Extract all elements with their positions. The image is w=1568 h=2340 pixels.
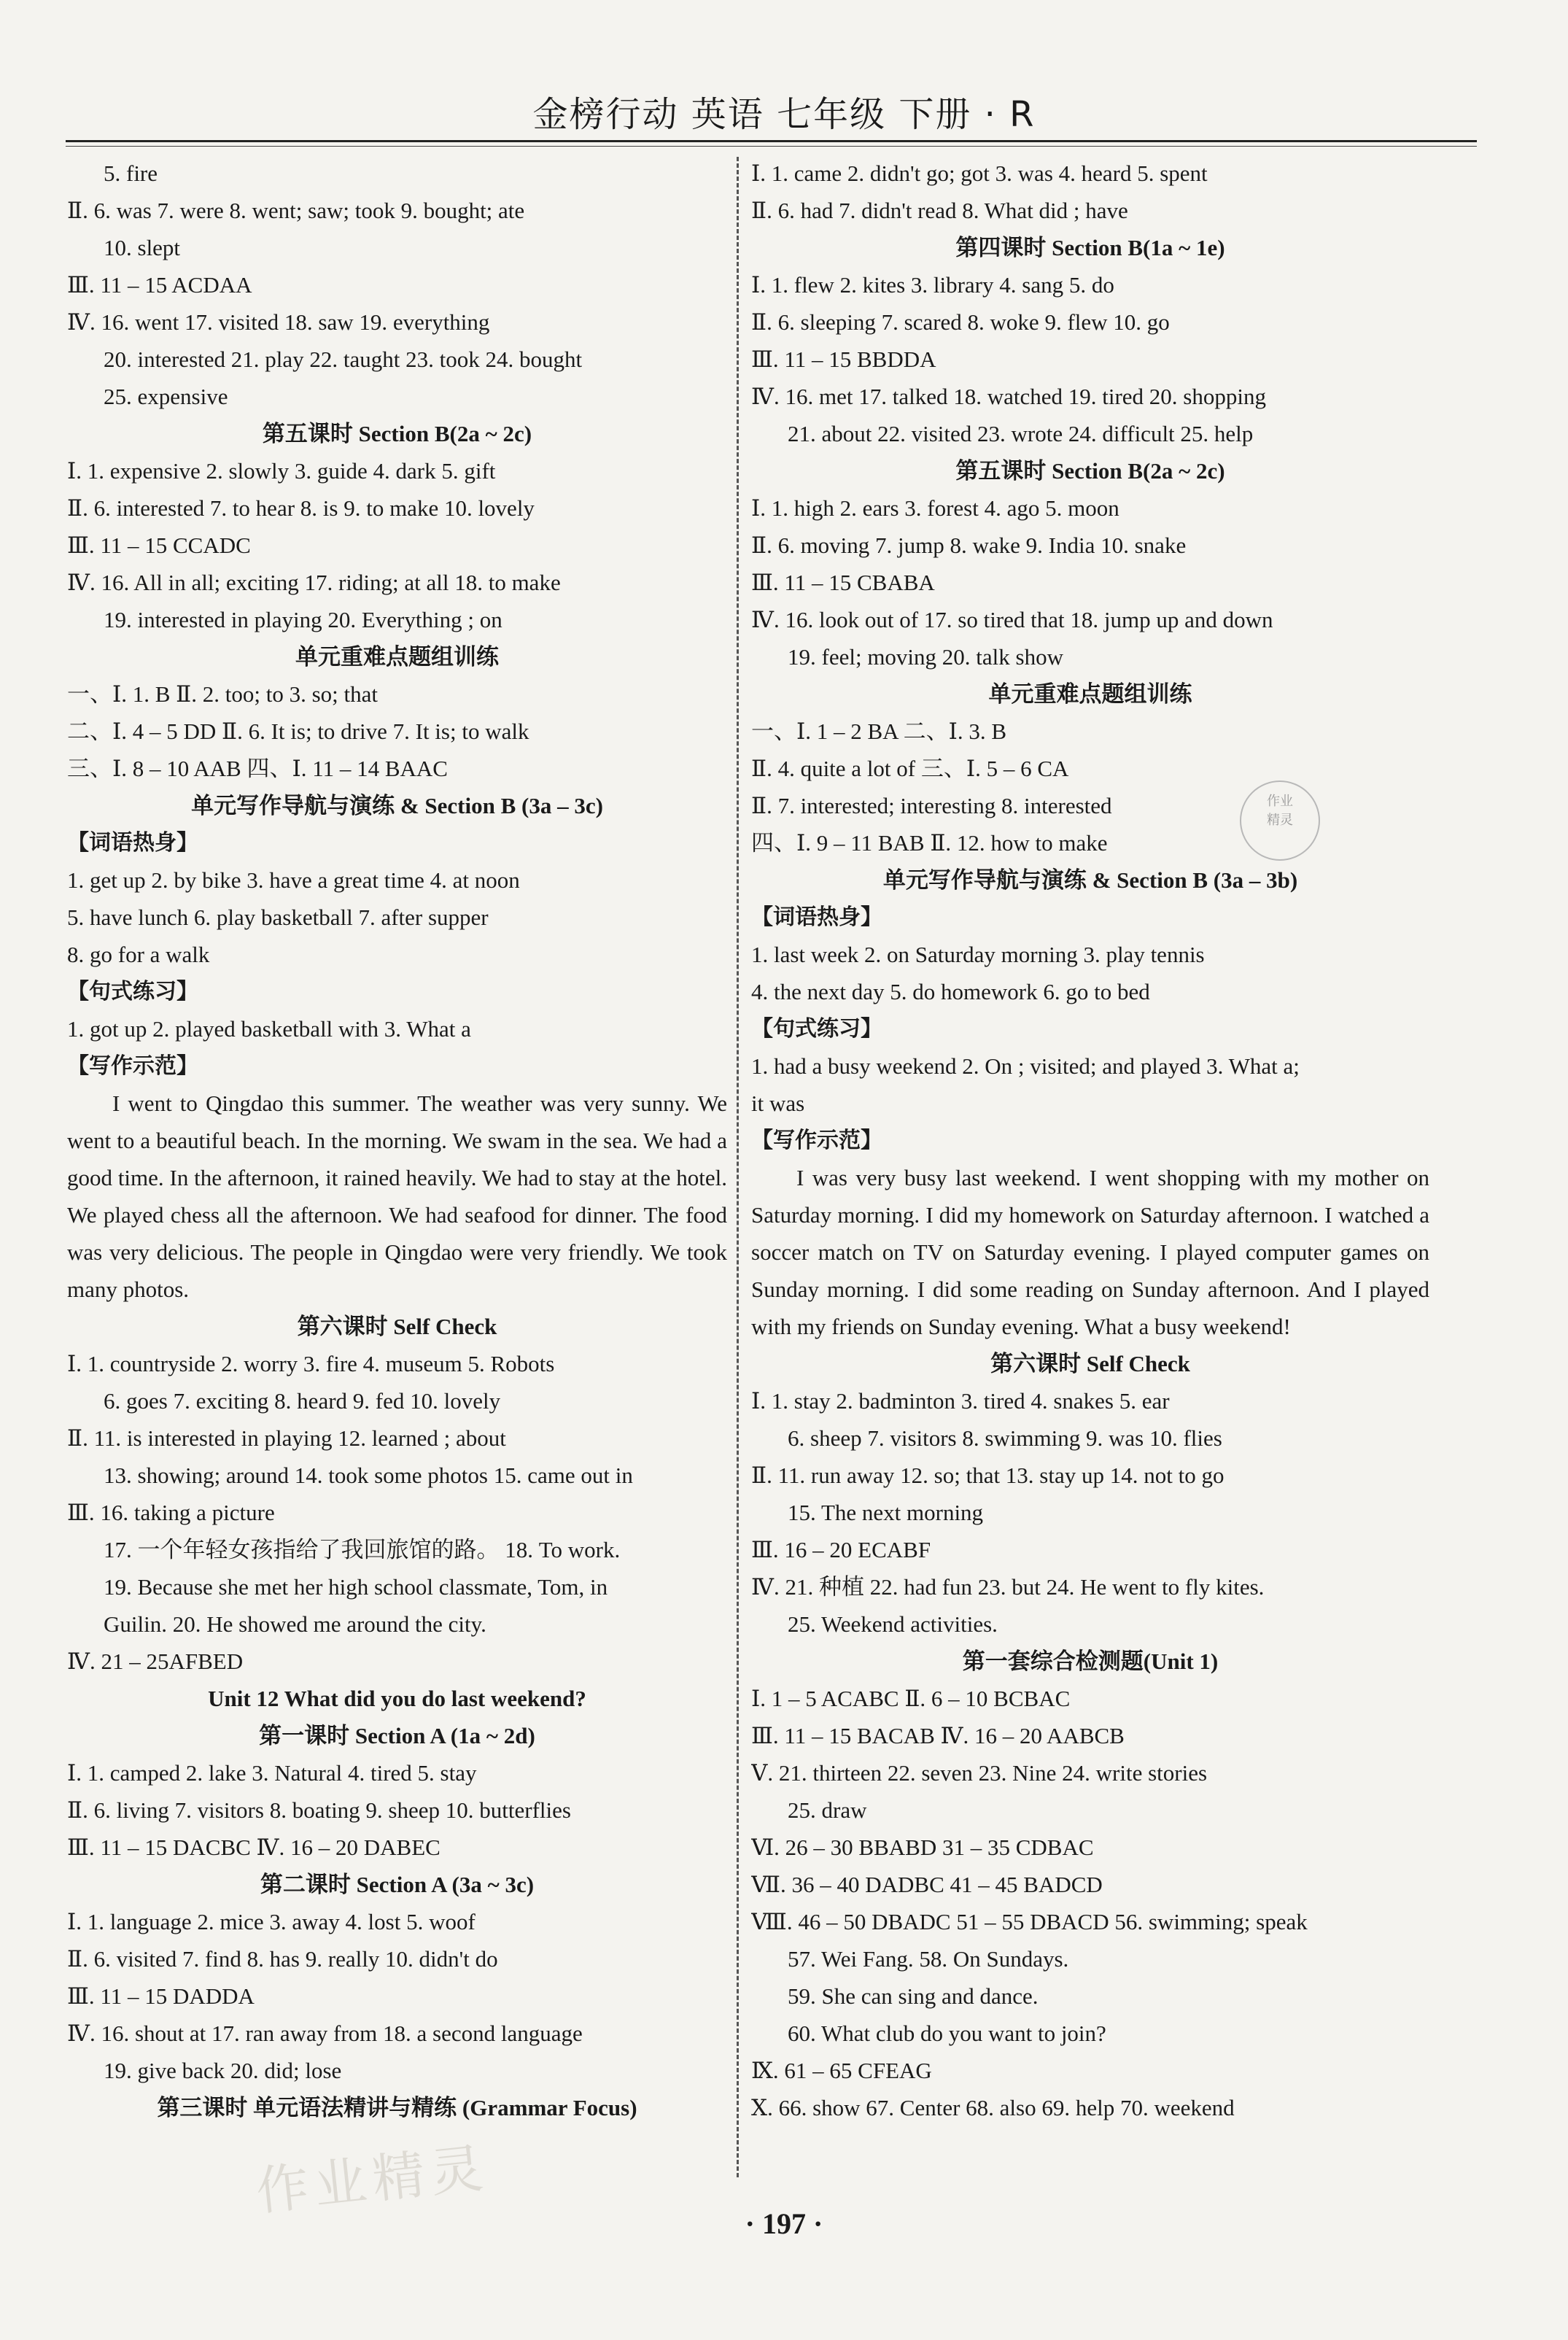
subsection-label: 【句式练习】 xyxy=(67,979,198,1004)
answer-line: Guilin. 20. He showed me around the city. xyxy=(104,1611,486,1637)
answer-line: Ⅲ. 11 – 15 CBABA xyxy=(751,570,935,595)
answer-line: Ⅶ. 36 – 40 DADBC 41 – 45 BADCD xyxy=(751,1872,1103,1897)
answer-line: 1. get up 2. by bike 3. have a great time 4. at noon xyxy=(67,867,520,893)
answer-line: Ⅸ. 61 – 65 CFEAG xyxy=(751,2058,932,2083)
section-heading: 第六课时 Self Check xyxy=(990,1351,1190,1376)
right-answer-column xyxy=(751,155,1429,2126)
answer-line: Ⅳ. 16. look out of 17. so tired that 18. jump up and down xyxy=(751,607,1273,632)
answer-line: 19. feel; moving 20. talk show xyxy=(788,644,1063,670)
answer-line: 二、Ⅰ. 4 – 5 DD Ⅱ. 6. It is; to drive 7. It is; to walk xyxy=(67,718,529,744)
answer-line: Ⅲ. 11 – 15 DACBC Ⅳ. 16 – 20 DABEC xyxy=(67,1835,440,1860)
answer-line: 19. Because she met her high school classmate, Tom, in xyxy=(104,1574,608,1600)
answer-line: 25. draw xyxy=(788,1797,867,1823)
answer-line: 15. The next morning xyxy=(788,1500,984,1525)
answer-line: Ⅱ. 6. interested 7. to hear 8. is 9. to make 10. lovely xyxy=(67,495,535,521)
answer-line: 17. 一个年轻女孩指给了我回旅馆的路。 18. To work. xyxy=(104,1537,621,1562)
answer-line: Ⅰ. 1. countryside 2. worry 3. fire 4. museum 5. Robots xyxy=(67,1351,555,1376)
answer-line: 一、Ⅰ. 1. B Ⅱ. 2. too; to 3. so; that xyxy=(67,681,378,707)
answer-line: Ⅰ. 1. language 2. mice 3. away 4. lost 5. woof xyxy=(67,1909,476,1934)
answer-line: 1. got up 2. played basketball with 3. What a xyxy=(67,1016,471,1042)
answer-line: Ⅰ. 1. camped 2. lake 3. Natural 4. tired 5. stay xyxy=(67,1760,477,1786)
answer-line: Ⅱ. 6. visited 7. find 8. has 9. really 10. didn't do xyxy=(67,1946,498,1972)
answer-line: Ⅳ. 16. shout at 17. ran away from 18. a second language xyxy=(67,2021,583,2046)
answer-line: Ⅰ. 1. flew 2. kites 3. library 4. sang 5. do xyxy=(751,272,1114,298)
subsection-label: 【句式练习】 xyxy=(751,1016,882,1042)
left-answer-column xyxy=(67,155,727,2126)
section-heading: 第六课时 Self Check xyxy=(297,1314,497,1339)
section-heading: 单元重难点题组训练 xyxy=(988,681,1192,707)
watermark: 作业精灵 xyxy=(253,2136,492,2223)
answer-line: Ⅱ. 7. interested; interesting 8. interested xyxy=(751,793,1112,818)
answer-line: Ⅲ. 16 – 20 ECABF xyxy=(751,1537,931,1562)
subsection-label: 【词语热身】 xyxy=(751,904,882,930)
answer-line: 25. Weekend activities. xyxy=(788,1611,998,1637)
section-heading: 第一套综合检测题(Unit 1) xyxy=(962,1649,1219,1674)
answer-line: Ⅰ. 1. came 2. didn't go; got 3. was 4. heard 5. spent xyxy=(751,160,1208,186)
column-divider xyxy=(737,157,739,2177)
answer-line: Ⅰ. 1. expensive 2. slowly 3. guide 4. dark 5. gift xyxy=(67,458,496,484)
answer-line: 10. slept xyxy=(104,235,181,260)
section-heading: 第三课时 单元语法精讲与精练 (Grammar Focus) xyxy=(157,2095,637,2120)
answer-line: 四、Ⅰ. 9 – 11 BAB Ⅱ. 12. how to make xyxy=(751,830,1108,856)
answer-line: 1. had a busy weekend 2. On ; visited; and played 3. What a; xyxy=(751,1053,1300,1079)
answer-line: 13. showing; around 14. took some photos 15. came out in xyxy=(104,1462,633,1488)
answer-line: 5. have lunch 6. play basketball 7. after supper xyxy=(67,904,489,930)
section-heading: 第四课时 Section B(1a ~ 1e) xyxy=(955,235,1225,260)
answer-line: Ⅱ. 11. is interested in playing 12. learned ; about xyxy=(67,1425,506,1451)
answer-line: 三、Ⅰ. 8 – 10 AAB 四、Ⅰ. 11 – 14 BAAC xyxy=(67,756,448,781)
section-heading: 第五课时 Section B(2a ~ 2c) xyxy=(955,458,1225,484)
section-heading: 第一课时 Section A (1a ~ 2d) xyxy=(259,1723,535,1748)
answer-line: Ⅳ. 16. met 17. talked 18. watched 19. tired 20. shopping xyxy=(751,384,1266,409)
stamp-text-top: 作业 xyxy=(1267,794,1293,809)
sample-essay-paragraph: I was very busy last weekend. I went shopping with my mother on Saturday morning. I did my homework on Saturday afternoon. I watched a soccer match on TV on Saturday evening. I played computer games on Sunday morning. I did some reading on Sunday afternoon. And I played with my friends on Sunday evening. What a busy weekend! xyxy=(751,1165,1429,1339)
answer-line: Ⅲ. 11 – 15 BBDDA xyxy=(751,346,936,372)
section-heading: 第二课时 Section A (3a ~ 3c) xyxy=(260,1872,535,1897)
answer-line: 5. fire xyxy=(104,160,158,186)
answer-line: 一、Ⅰ. 1 – 2 BA 二、Ⅰ. 3. B xyxy=(751,718,1007,744)
page-number: · 197 · xyxy=(745,2207,823,2240)
sample-essay-paragraph: I went to Qingdao this summer. The weather was very sunny. We went to a beautiful beach. In the morning. We swam in the sea. We had a good time. In the afternoon, it rained heavily. We had to stay at the hotel. We played chess all the afternoon. We had seafood for dinner. The food was very delicious. The people in Qingdao were very friendly. We took many photos. xyxy=(67,1090,727,1302)
section-heading: 单元重难点题组训练 xyxy=(295,644,499,670)
answer-line: Ⅷ. 46 – 50 DBADC 51 – 55 DBACD 56. swimming; speak xyxy=(751,1909,1308,1934)
stamp-seal-icon xyxy=(1240,780,1320,861)
answer-line: 21. about 22. visited 23. wrote 24. difficult 25. help xyxy=(788,421,1254,446)
answer-line: Ⅲ. 11 – 15 CCADC xyxy=(67,532,251,558)
answer-line: Ⅱ. 6. had 7. didn't read 8. What did ; have xyxy=(751,198,1128,223)
answer-line: Ⅱ. 6. was 7. were 8. went; saw; took 9. bought; ate xyxy=(67,198,525,223)
section-heading: 单元写作导航与演练 & Section B (3a – 3c) xyxy=(191,793,603,818)
answer-line: Ⅲ. 11 – 15 ACDAA xyxy=(67,272,252,298)
answer-line: Ⅴ. 21. thirteen 22. seven 23. Nine 24. write stories xyxy=(751,1760,1208,1786)
answer-line: Ⅰ. 1 – 5 ACABC Ⅱ. 6 – 10 BCBAC xyxy=(751,1686,1071,1711)
answer-line: 19. interested in playing 20. Everything ; on xyxy=(104,607,502,632)
answer-line: Ⅳ. 16. All in all; exciting 17. riding; at all 18. to make xyxy=(67,570,561,595)
answer-line: Ⅱ. 11. run away 12. so; that 13. stay up 14. not to go xyxy=(751,1462,1224,1488)
answer-line: Ⅲ. 11 – 15 BACAB Ⅳ. 16 – 20 AABCB xyxy=(751,1723,1125,1748)
answer-line: 60. What club do you want to join? xyxy=(788,2021,1106,2046)
subsection-label: 【写作示范】 xyxy=(67,1053,198,1079)
section-heading: 第五课时 Section B(2a ~ 2c) xyxy=(262,421,532,446)
answer-line: Ⅱ. 6. sleeping 7. scared 8. woke 9. flew 10. go xyxy=(751,309,1170,335)
answer-line: Ⅱ. 6. living 7. visitors 8. boating 9. sheep 10. butterflies xyxy=(67,1797,571,1823)
stamp-text-bottom: 精灵 xyxy=(1267,813,1293,828)
answer-line: 57. Wei Fang. 58. On Sundays. xyxy=(788,1946,1069,1972)
answer-line: Ⅲ. 11 – 15 DADDA xyxy=(67,1983,255,2009)
subsection-label: 【词语热身】 xyxy=(67,830,198,856)
answer-line: 25. expensive xyxy=(104,384,228,409)
subsection-label: 【写作示范】 xyxy=(751,1128,882,1153)
section-heading: Unit 12 What did you do last weekend? xyxy=(208,1686,586,1711)
answer-line: it was xyxy=(751,1090,805,1116)
answer-line: 1. last week 2. on Saturday morning 3. play tennis xyxy=(751,942,1205,967)
answer-line: Ⅹ. 66. show 67. Center 68. also 69. help 70. weekend xyxy=(751,2095,1235,2120)
answer-line: Ⅵ. 26 – 30 BBABD 31 – 35 CDBAC xyxy=(751,1835,1094,1860)
answer-line: 4. the next day 5. do homework 6. go to bed xyxy=(751,979,1150,1004)
answer-line: Ⅱ. 4. quite a lot of 三、Ⅰ. 5 – 6 CA xyxy=(751,756,1069,781)
answer-line: Ⅳ. 16. went 17. visited 18. saw 19. everything xyxy=(67,309,490,335)
answer-line: Ⅱ. 6. moving 7. jump 8. wake 9. India 10. snake xyxy=(751,532,1187,558)
answer-line: 19. give back 20. did; lose xyxy=(104,2058,342,2083)
answer-line: Ⅲ. 16. taking a picture xyxy=(67,1500,275,1525)
answer-line: Ⅳ. 21 – 25AFBED xyxy=(67,1649,244,1674)
answer-line: 8. go for a walk xyxy=(67,942,210,967)
answer-line: Ⅰ. 1. high 2. ears 3. forest 4. ago 5. moon xyxy=(751,495,1119,521)
answer-line: 59. She can sing and dance. xyxy=(788,1983,1039,2009)
answer-line: Ⅰ. 1. stay 2. badminton 3. tired 4. snakes 5. ear xyxy=(751,1388,1170,1414)
answer-line: Ⅳ. 21. 种植 22. had fun 23. but 24. He went to fly kites. xyxy=(751,1574,1265,1600)
section-heading: 单元写作导航与演练 & Section B (3a – 3b) xyxy=(882,867,1298,893)
answer-line: 20. interested 21. play 22. taught 23. took 24. bought xyxy=(104,346,583,372)
answer-line: 6. goes 7. exciting 8. heard 9. fed 10. lovely xyxy=(104,1388,501,1414)
page-header-title: 金榜行动 英语 七年级 下册 · R xyxy=(532,94,1036,135)
header-rule xyxy=(66,140,1477,142)
answer-line: 6. sheep 7. visitors 8. swimming 9. was 10. flies xyxy=(788,1425,1222,1451)
header-rule-thin xyxy=(66,146,1477,147)
